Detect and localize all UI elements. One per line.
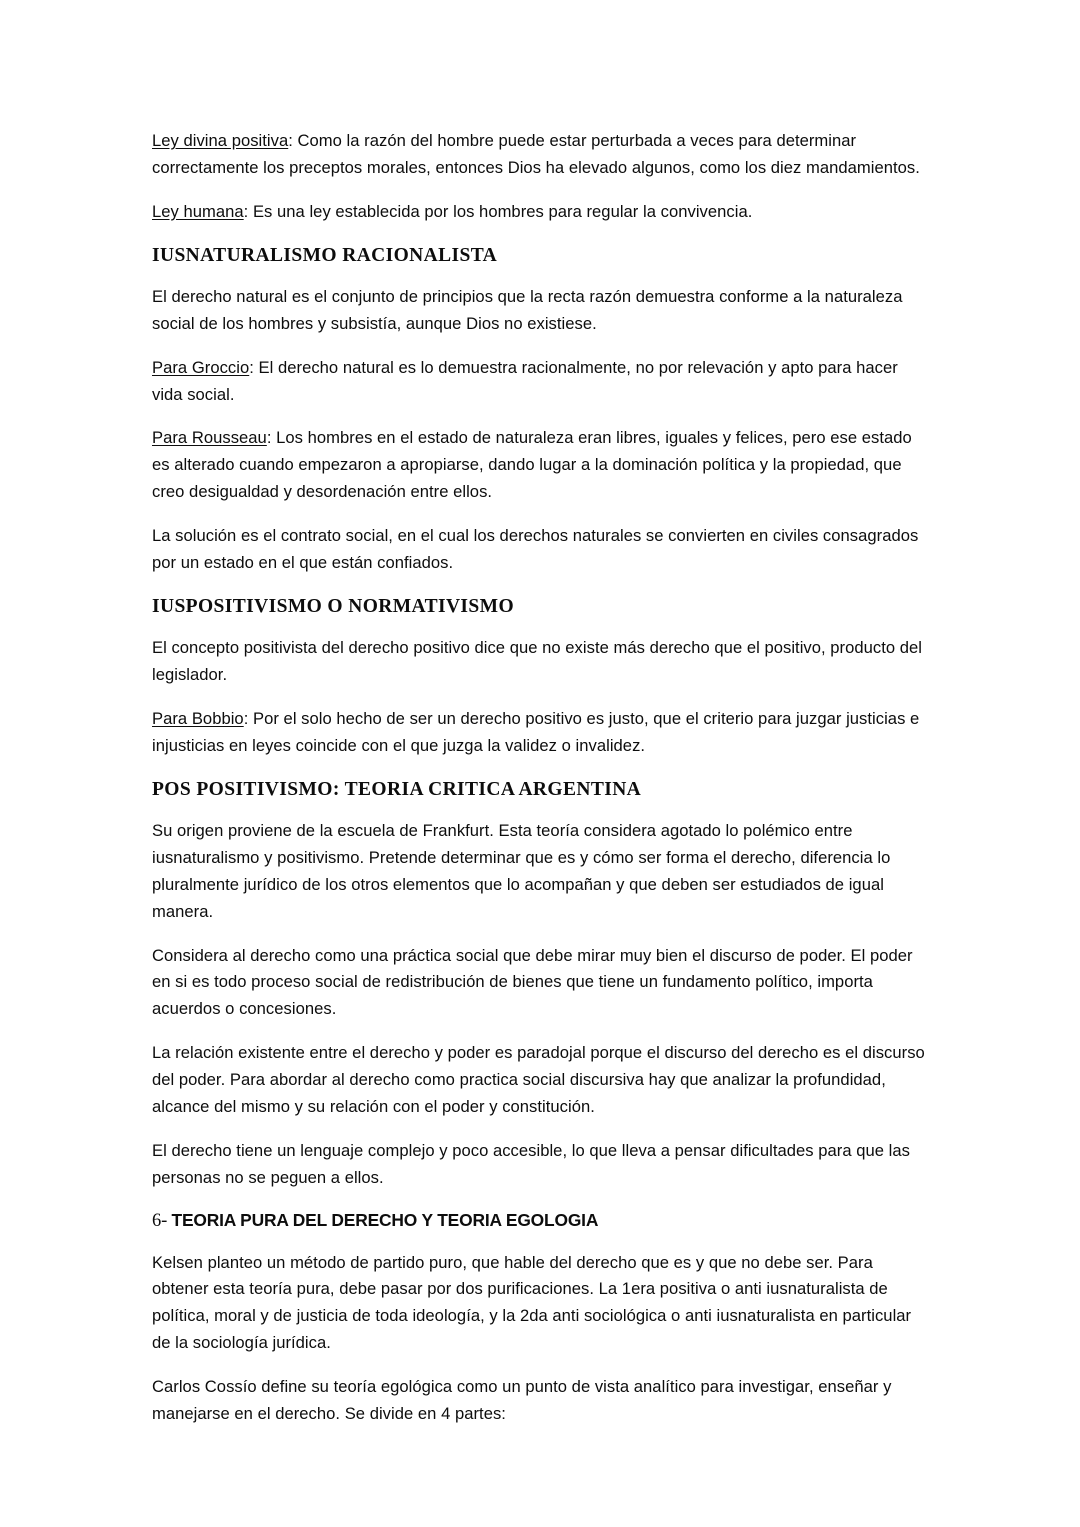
term-para-rousseau: Para Rousseau — [152, 428, 267, 448]
paragraph-escuela-frankfurt — [152, 818, 928, 926]
paragraph-concepto-positivista — [152, 635, 928, 689]
paragraph-practica-social — [152, 943, 928, 1024]
heading-iusnaturalismo-racionalista: IUSNATURALISMO RACIONALISTA — [152, 244, 498, 266]
paragraph-text: La relación existente entre el derecho y poder es paradojal porque el discurso del derecho es el discurso del poder. Para abordar al derecho como practica social discursiva hay que analizar la profundidad, alcance del mismo y su relación con el poder y constitución. — [152, 1043, 925, 1116]
paragraph-para-bobbio — [152, 706, 928, 760]
paragraph-text: : Como la razón del hombre puede estar perturbada a veces para determinar correctamente los preceptos morales, entonces Dios ha elevado algunos, como los diez mandamientos. — [152, 131, 920, 177]
heading-pos-positivismo-teoria-critica-argentina: POS POSITIVISMO: TEORIA CRITICA ARGENTINA — [152, 778, 642, 800]
paragraph-text: : Los hombres en el estado de naturaleza eran libres, iguales y felices, pero ese estado es alterado cuando empezaron a apropiarse, dando lugar a la dominación política y la propiedad, que creo desigualdad y desordenación entre ellos. — [152, 428, 912, 502]
paragraph-text: El concepto positivista del derecho positivo dice que no existe más derecho que el positivo, producto del legislador. — [152, 638, 923, 685]
paragraph-contrato-social — [152, 523, 928, 577]
term-ley-humana: Ley humana — [152, 201, 244, 221]
paragraph-text: Su origen proviene de la escuela de Frankfurt. Esta teoría considera agotado lo polémico entre iusnaturalismo y positivismo. Pretende determinar que es y cómo ser forma el derecho, diferencia lo pluralmente jurídico de los otros elementos que lo acompañan y que deben ser estudiados de igual manera. — [152, 821, 891, 921]
paragraph-ley-divina-positiva — [152, 128, 928, 182]
paragraph-text: El derecho tiene un lenguaje complejo y poco accesible, lo que lleva a pensar dificultades para que las personas no se peguen a ellos. — [152, 1140, 910, 1187]
paragraph-kelsen — [152, 1250, 928, 1358]
paragraph-para-rousseau — [152, 425, 928, 506]
paragraph-text: Considera al derecho como una práctica social que debe mirar muy bien el discurso de poder. El poder en si es todo proceso social de redistribución de bienes que tiene un fundamento político, importa acuerdos o concesiones. — [152, 945, 913, 1019]
paragraph-carlos-cossio — [152, 1374, 928, 1428]
paragraph-text: Carlos Cossío define su teoría egológica como un punto de vista analítico para investigar, enseñar y manejarse en el derecho. Se divide en 4 partes: — [152, 1377, 892, 1423]
paragraph-text: La solución es el contrato social, en el cual los derechos naturales se convierten en civiles consagrados por un estado en el que están confiados. — [152, 526, 919, 572]
heading-text: TEORIA PURA DEL DERECHO Y TEORIA EGOLOGIA — [171, 1209, 599, 1230]
paragraph-text: : Es una ley establecida por los hombres para regular la convivencia. — [243, 201, 753, 221]
term-para-groccio: Para Groccio — [152, 357, 250, 377]
heading-iuspositivismo-o-normativismo: IUSPOSITIVISMO O NORMATIVISMO — [152, 595, 514, 617]
paragraph-lenguaje-complejo — [152, 1138, 928, 1192]
paragraph-text: Kelsen planteo un método de partido puro, que hable del derecho que es y que no debe ser. Para obtener esta teoría pura, debe pasar por dos purificaciones. La 1era positiva o anti iusnaturalista de política, moral y de justicia de toda ideología, y la 2da anti sociológica o anti iusnaturalista en particular de la sociología jurídica. — [152, 1252, 912, 1353]
paragraph-text: El derecho natural es el conjunto de principios que la recta razón demuestra conforme a la naturaleza social de los hombres y subsistía, aunque Dios no existiese. — [152, 286, 903, 333]
paragraph-relacion-derecho-poder — [152, 1040, 928, 1121]
heading-number: 6- — [152, 1210, 172, 1231]
heading-teoria-pura-del-derecho — [152, 1209, 928, 1234]
term-ley-divina-positiva: Ley divina positiva — [152, 131, 289, 150]
term-para-bobbio: Para Bobbio — [152, 708, 244, 728]
paragraph-para-groccio — [152, 355, 928, 409]
paragraph-text: : El derecho natural es lo demuestra racionalmente, no por relevación y apto para hacer vida social. — [152, 357, 898, 404]
paragraph-ley-humana — [152, 199, 928, 226]
paragraph-text: : Por el solo hecho de ser un derecho positivo es justo, que el criterio para juzgar justicias e injusticias en leyes coincide con el que juzga la validez o invalidez. — [152, 708, 920, 755]
paragraph-derecho-natural — [152, 284, 928, 338]
